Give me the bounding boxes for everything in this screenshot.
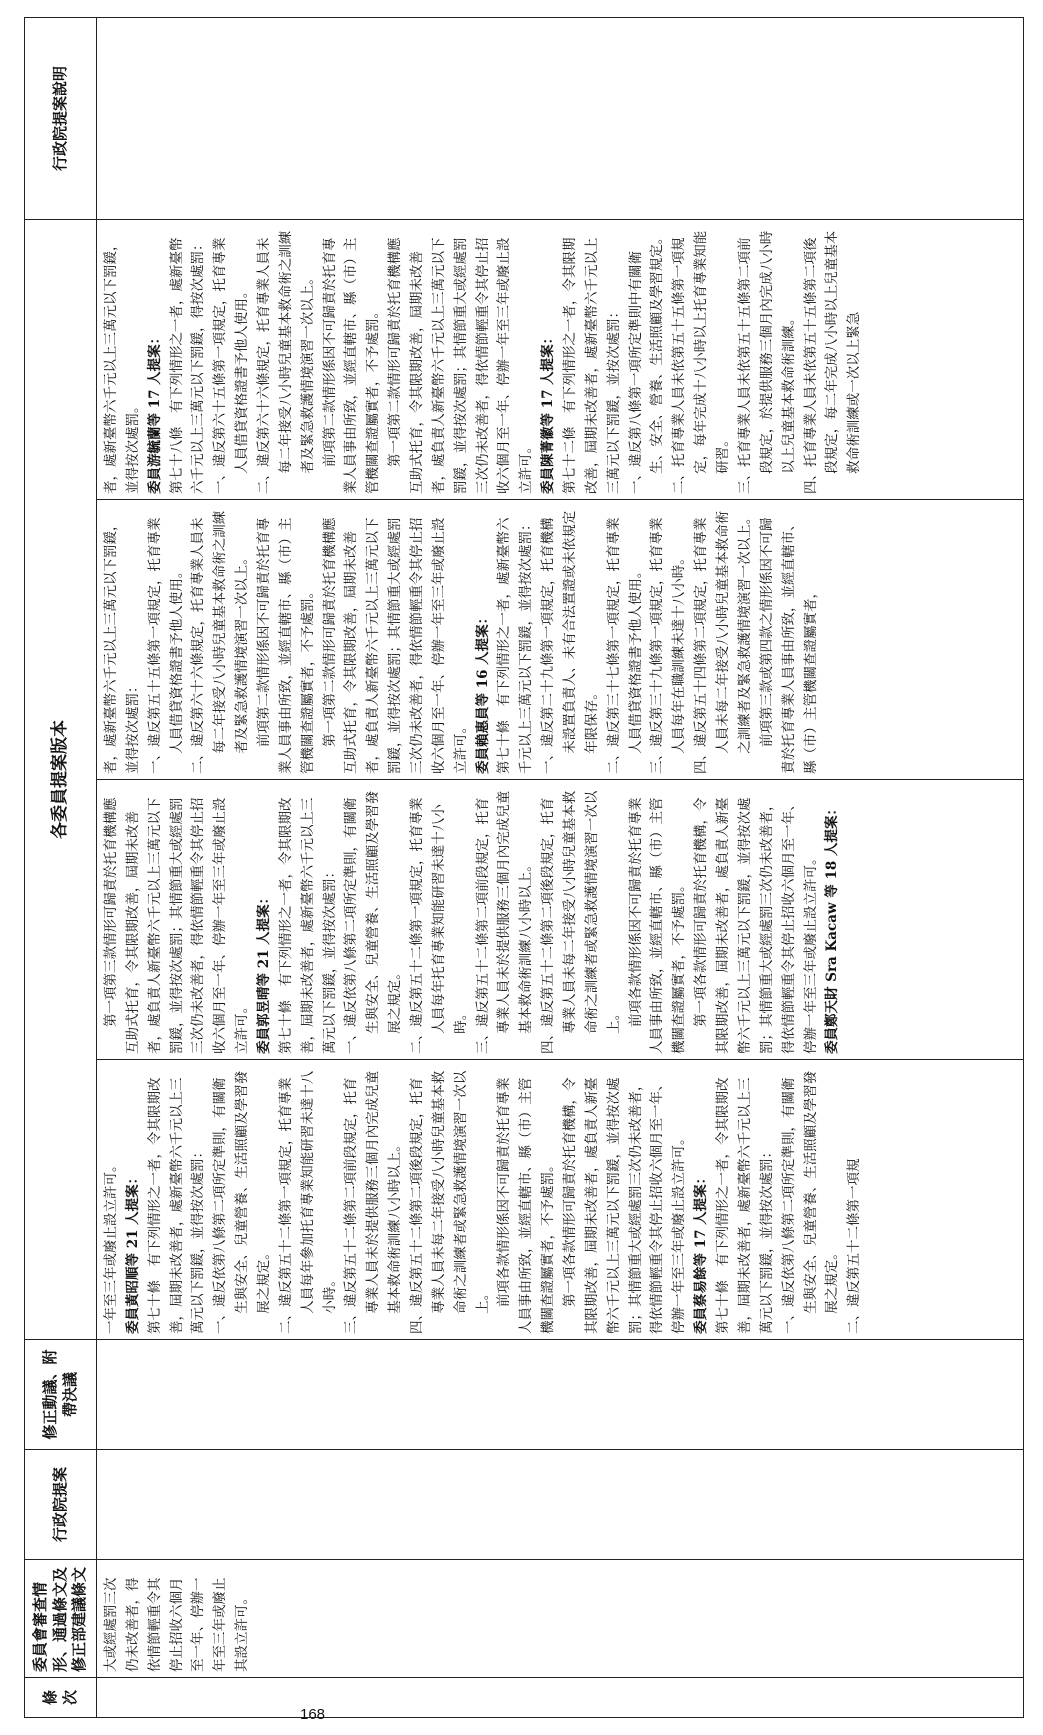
proposer-heading: 委員賴惠員等 16 人提案： bbox=[474, 610, 491, 774]
numbered-item: 三、托育專業人員未依第五十五條第二項前段規定，於提供服務三個月內完成八小時以上兒童基本救命術訓練。 bbox=[736, 230, 797, 494]
indented-paragraph: 第一項第三款情形可歸責於托育機構應互助式托育，令其限期改善，屆期未改善者，處負責人新臺幣六千元以上三萬元以下罰鍰，並得按次處罰；其情節重大或經處罰三次仍未改善者，得依情節輕重令其停止招收六個月至一年、停辦一年至三年或廢止設立許可。 bbox=[103, 797, 251, 1054]
committee-text: 大或經處罰三次仍未改善者，得依情節輕重令其停止招收六個月至一年、停辦一年至三年或廢止其設立許可。 bbox=[103, 1577, 251, 1672]
numbered-item: 二、托育專業人員未依第五十五條第一項規定，每年完成十八小時以上托育專業知能研習。 bbox=[671, 230, 732, 494]
proposer-heading: 委員游毓蘭等 17 人提案： bbox=[146, 330, 163, 494]
paragraph: 一年至三年或廢止設立許可。 bbox=[103, 1158, 119, 1334]
paragraph: 第七十條 有下列情形之一者，令其限期改善，屆期未改善者，處新臺幣六千元以上三萬元以下罰鍰，並得按次處罰： bbox=[715, 1077, 775, 1334]
explanation-cell bbox=[97, 18, 1024, 220]
numbered-item: 四、托育專業人員未依第五十五條第二項後段規定，每二年完成八小時以上兒童基本救命術訓練或一次以上緊急 bbox=[802, 230, 863, 494]
header-committee: 委員會審查情形、通過條文及修正部建議條文 bbox=[25, 1560, 97, 1678]
indented-paragraph: 第一項各款情形可歸責於托育機構，令其限期改善，屆期未改善者，處負責人新臺幣六千元以上三萬元以下罰鍰，並得按次處罰；其情節重大或經處罰三次仍未改善者，得依情節輕重令其停止招收六個月至一年、停辦一年至三年或廢止設立許可。 bbox=[693, 797, 819, 1054]
proposal-col-3 bbox=[97, 500, 1024, 780]
header-explanation: 行政院提案說明 bbox=[25, 18, 97, 220]
numbered-item: 四、違反第五十二條第二項後段規定，托育專業人員未每二年接受八小時兒童基本救命術之訓練者或緊急救護情境演習一次以上。 bbox=[540, 790, 622, 1054]
indented-paragraph: 第一項各款情形可歸責於托育機構，令其限期改善，屆期未改善者，處負責人新臺幣六千元以上三萬元以下罰鍰，並得按次處罰；其情節重大或經處罰三次仍未改善者，得依情節輕重令其停止招收六個月至一年、停辦一年至三年或廢止設立許可。 bbox=[562, 1077, 688, 1334]
indented-paragraph: 前項第三款或第四款之情形係因不可歸責於托育專業人員事由所致，並經直轄市、縣（市）主管機關查證屬實者， bbox=[758, 517, 819, 774]
proposal-col-1 bbox=[97, 1060, 1024, 1340]
indented-paragraph: 前項各款情形係因不可歸責於托育專業人員事由所致，並經直轄市、縣（市）主管機關查證屬實者，不予處罰。 bbox=[496, 1077, 557, 1334]
proposer-heading: 委員蔡易餘等 17 人提案： bbox=[693, 1170, 710, 1334]
numbered-item: 四、違反第五十四條第二項規定，托育專業人員未每二年接受八小時兒童基本救命術之訓練者及緊急救護情境演習一次以上。 bbox=[693, 510, 753, 774]
numbered-item: 二、違反第三十七條第一項規定，托育專業人員借貸資格證書予他人使用。 bbox=[605, 517, 644, 774]
header-amendment: 修正動議、附帶決議 bbox=[25, 1340, 97, 1450]
numbered-item: 一、違反依第八條第二項所定準則，有關衛生與安全、兒童營養、生活照顧及學習發展之規定。 bbox=[343, 790, 404, 1054]
numbered-item: 一、違反依第八條第二項所定準則，有關衛生與安全、兒童營養、生活照顧及學習發展之規定。 bbox=[780, 1070, 841, 1334]
numbered-item: 二、違反第五十二條第一項規定，托育專業人員每年參加托育專業知能研習未達十八小時。 bbox=[277, 1070, 338, 1334]
indented-paragraph: 前項第二款情形係因不可歸責於托育專業人員事由所致，並經直轄市、縣（市）主管機關查證屬實者，不予處罰。 bbox=[256, 517, 316, 774]
proposal-col-2 bbox=[97, 780, 1024, 1060]
numbered-item: 三、違反第三十九條第一項規定，托育專業人員每年在職訓練未達十八小時。 bbox=[649, 517, 688, 774]
numbered-item: 二、違反第五十二條第一項規 bbox=[846, 1158, 863, 1334]
comparison-table bbox=[24, 17, 1024, 1718]
amendment-cell bbox=[97, 1340, 1024, 1450]
numbered-item: 三、違反第五十二條第二項前段規定，托育專業人員未於提供服務三個月內完成兒童基本救命術訓練八小時以上。 bbox=[343, 1070, 404, 1334]
indented-paragraph: 第一項第二款情形可歸責於托育機構應互助式托育，令其限期改善，屆期未改善者，處負責人新臺幣六千元以上三萬元以下罰鍰，並得按次處罰；其情節重大或經處罰三次仍未改善者，得依情節輕重令其停止招收六個月至一年、停辦一年至三年或廢止設立許可。 bbox=[321, 517, 469, 774]
numbered-item: 二、違反第六十六條規定，托育專業人員未每二年接受八小時兒童基本救命術之訓練者及緊急救護情境演習一次以上。 bbox=[190, 510, 251, 774]
numbered-item: 一、違反依第八條第二項所定準則，有關衛生與安全、兒童營養、生活照顧及學習發展之規定。 bbox=[212, 1070, 273, 1334]
header-article: 條次 bbox=[25, 1678, 97, 1718]
proposer-heading: 委員陳菁徽等 17 人提案： bbox=[540, 330, 557, 494]
proposer-heading: 委員黃昭順等 21 人提案： bbox=[124, 1170, 141, 1334]
numbered-item: 三、違反第五十二條第二項前段規定，托育專業人員未於提供服務三個月內完成兒童基本救命術訓練八小時以上。 bbox=[474, 790, 535, 1054]
header-proposals: 各委員提案版本 bbox=[25, 220, 97, 1340]
content-row bbox=[97, 18, 1024, 1718]
numbered-item: 二、違反第六十六條規定，托育專業人員未每二年接受八小時兒童基本救命術之訓練者及緊急救護情境演習一次以上。 bbox=[256, 230, 316, 494]
indented-paragraph: 第一項第二款情形可歸責於托育機構應互助式托育，令其限期改善，屆期未改善者，處負責人新臺幣六千元以上三萬元以下罰鍰，並得按次處罰；其情節重大或經處罰三次仍未改善者，得依情節輕重令其停止招收六個月至一年、停辦一年至三年或廢止設立許可。 bbox=[387, 237, 535, 494]
rotated-page bbox=[24, 18, 1024, 1718]
paragraph: 者，處新臺幣六千元以上三萬元以下罰鍰，並得按次處罰。 bbox=[103, 237, 141, 494]
numbered-item: 四、違反第五十二條第二項後段規定，托育專業人員未每二年接受八小時兒童基本救命術之訓練者或緊急救護情境演習一次以上。 bbox=[409, 1070, 491, 1334]
numbered-item: 二、違反第五十二條第一項規定，托育專業人員每年托育專業知能研習未達十八小時。 bbox=[409, 797, 469, 1054]
header-row bbox=[25, 18, 97, 1718]
proposer-heading: 委員郭昱晴等 21 人提案： bbox=[256, 890, 273, 1054]
indented-paragraph: 前項第二款情形係因不可歸責於托育專業人員事由所致，並經直轄市、縣（市）主管機關查證屬實者，不予處罰。 bbox=[321, 237, 382, 494]
numbered-item: 一、違反第八條第一項所定準則中有關衛生、安全、營養、生活照顧及學習規定。 bbox=[627, 230, 666, 494]
paragraph: 第七十八條 有下列情形之一者，處新臺幣六千元以上三萬元以下罰鍰，得按次處罰： bbox=[168, 237, 207, 494]
page-number: 168 bbox=[300, 1706, 326, 1723]
article-cell bbox=[97, 1678, 1024, 1718]
paragraph: 第七十條 有下列情形之一者，令其限期改善，屆期未改善者，處新臺幣六千元以上三萬元以下罰鍰，並得按次處罰： bbox=[146, 1077, 207, 1334]
executive-cell bbox=[97, 1450, 1024, 1560]
numbered-item: 一、違反第五十五條第一項規定，托育專業人員借貸資格證書予他人使用。 bbox=[146, 517, 185, 774]
paragraph: 者，處新臺幣六千元以上三萬元以下罰鍰，並得按次處罰： bbox=[103, 517, 141, 774]
paragraph: 第七十二條 有下列情形之一者，令其限期改善，屆期未改善者，處新臺幣六千元以上三萬元以下罰鍰，並按次處罰： bbox=[562, 237, 622, 494]
header-executive: 行政院提案 bbox=[25, 1450, 97, 1560]
indented-paragraph: 前項各款情形係因不可歸責於托育專業人員事由所致，並經直轄市、縣（市）主管機關查證屬實者，不予處罰。 bbox=[627, 797, 688, 1054]
proposal-col-4 bbox=[97, 220, 1024, 500]
numbered-item: 一、違反第六十五條第一項規定，托育專業人員借貸資格證書予他人使用。 bbox=[212, 237, 251, 494]
paragraph: 第七十條 有下列情形之一者，處新臺幣六千元以上三萬元以下罰鍰，並得按次處罰： bbox=[496, 517, 535, 774]
committee-cell bbox=[97, 1560, 1024, 1678]
paragraph: 第七十條 有下列情形之一者，令其限期改善，屆期未改善者，處新臺幣六千元以上三萬元以下罰鍰，並得按次處罰： bbox=[277, 797, 338, 1054]
proposer-heading: 委員鄭天財 Sra Kacaw 等 18 人提案： bbox=[824, 802, 841, 1054]
numbered-item: 一、違反第二十九條第一項規定，托育機構未設置負責人、未有合法置證或未依規定年限保存。 bbox=[540, 510, 600, 774]
